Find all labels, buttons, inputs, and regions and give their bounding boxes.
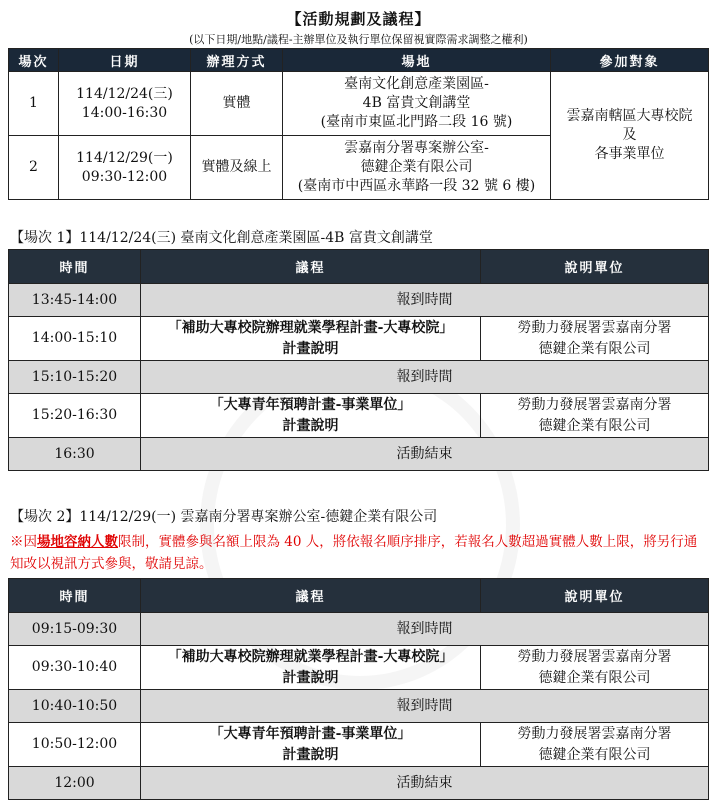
page-title: 【活動規劃及議程】 [286,10,431,28]
unit-line: 勞動力發展署雲嘉南分署 [517,648,672,665]
overview-header-row [9,49,709,72]
agenda-unit [481,646,709,690]
agenda-time: 09:15-09:30 [9,613,141,646]
agenda-row [9,284,709,317]
audience-cell [551,72,709,200]
agenda-unit [481,394,709,438]
header-unit: 說明單位 [481,250,709,284]
session-date [59,72,191,136]
agenda-time: 13:45-14:00 [9,284,141,317]
unit-line: 德鍵企業有限公司 [538,340,651,357]
agenda-item: 活動結束 [141,438,709,471]
agenda-row [9,394,709,438]
session1-header-row [9,250,709,284]
agenda-time: 09:30-10:40 [9,646,141,690]
header-agenda: 議程 [141,250,481,284]
venue-line: 雲嘉南分署專案辦公室- [344,140,489,156]
agenda-row [9,613,709,646]
venue-line: 德鍵企業有限公司 [360,159,473,175]
header-unit: 說明單位 [481,579,709,613]
session1-table [8,249,709,471]
audience-line: 各事業單位 [594,146,665,162]
agenda-row [9,690,709,723]
agenda-time: 15:20-16:30 [9,394,141,438]
session2-header-row [9,579,709,613]
agenda-item [141,723,481,767]
audience-line: 雲嘉南轄區大專校院 [566,108,693,124]
agenda-item: 活動結束 [141,767,709,800]
agenda-row [9,723,709,767]
header-session: 場次 [9,49,59,72]
agenda-subtitle: 計畫說明 [282,340,339,357]
agenda-unit [481,723,709,767]
unit-line: 德鍵企業有限公司 [538,669,651,686]
header-venue: 場地 [283,49,551,72]
agenda-title: 「補助大專校院辦理就業學程計畫-大專校院」 [167,319,454,336]
agenda-unit [481,317,709,361]
header-time: 時間 [9,579,141,613]
header-audience: 參加對象 [551,49,709,72]
agenda-time: 14:00-15:10 [9,317,141,361]
agenda-subtitle: 計畫說明 [282,746,339,763]
session-mode: 實體 [191,72,283,136]
session-number: 1 [9,72,59,136]
agenda-subtitle: 計畫說明 [282,417,339,434]
agenda-item [141,646,481,690]
header-date: 日期 [59,49,191,72]
unit-line: 勞動力發展署雲嘉南分署 [517,396,672,413]
agenda-item: 報到時間 [141,284,709,317]
agenda-item: 報到時間 [141,361,709,394]
date-line: 114/12/24(三) [76,85,173,102]
session-venue [283,136,551,200]
venue-line: 4B 富貴文創講堂 [362,95,471,111]
agenda-time: 10:50-12:00 [9,723,141,767]
agenda-time: 10:40-10:50 [9,690,141,723]
session-mode: 實體及線上 [191,136,283,200]
session2-heading: 【場次 2】114/12/29(一) 雲嘉南分署專案辦公室-德鍵企業有限公司 [10,509,438,525]
capacity-notice [10,531,710,575]
agenda-row [9,361,709,394]
session2-table [8,578,709,800]
session-date [59,136,191,200]
session-venue [283,72,551,136]
notice-prefix: ※因 [10,534,37,550]
agenda-row [9,646,709,690]
header-agenda: 議程 [141,579,481,613]
notice-text: 限制，實體參與名額上限為 40 人，將依報名順序排序，若報名人數超過實體人數上限，將另行通知改以視訊方式參與，敬請見諒。 [10,534,698,572]
agenda-row [9,767,709,800]
page-subtitle: (以下日期/地點/議程-主辦單位及執行單位保留視實際需求調整之權利) [189,33,528,46]
unit-line: 勞動力發展署雲嘉南分署 [517,725,672,742]
agenda-time: 12:00 [9,767,141,800]
agenda-title: 「大專青年預聘計畫-事業單位」 [209,725,412,742]
session1-heading: 【場次 1】114/12/24(三) 臺南文化創意產業園區-4B 富貴文創講堂 [10,230,433,246]
unit-line: 德鍵企業有限公司 [538,417,651,434]
agenda-time: 16:30 [9,438,141,471]
agenda-item [141,317,481,361]
agenda-title: 「大專青年預聘計畫-事業單位」 [209,396,412,413]
venue-address: (臺南市中西區永華路一段 32 號 6 樓) [297,178,536,194]
header-mode: 辦理方式 [191,49,283,72]
agenda-title: 「補助大專校院辦理就業學程計畫-大專校院」 [167,648,454,665]
venue-address: (臺南市東區北門路二段 16 號) [320,114,513,130]
header-time: 時間 [9,250,141,284]
audience-line: 及 [622,127,637,143]
overview-row [9,72,709,136]
agenda-subtitle: 計畫說明 [282,669,339,686]
unit-line: 德鍵企業有限公司 [538,746,651,763]
agenda-row [9,438,709,471]
agenda-time: 15:10-15:20 [9,361,141,394]
overview-table [8,48,709,200]
agenda-item: 報到時間 [141,690,709,723]
venue-line: 臺南文化創意產業園區- [344,76,489,92]
time-line: 09:30-12:00 [81,168,168,185]
time-line: 14:00-16:30 [81,104,168,121]
unit-line: 勞動力發展署雲嘉南分署 [517,319,672,336]
date-line: 114/12/29(一) [76,149,173,166]
notice-highlight: 場地容納人數 [37,534,118,550]
agenda-item [141,394,481,438]
session-number: 2 [9,136,59,200]
agenda-item: 報到時間 [141,613,709,646]
agenda-row [9,317,709,361]
